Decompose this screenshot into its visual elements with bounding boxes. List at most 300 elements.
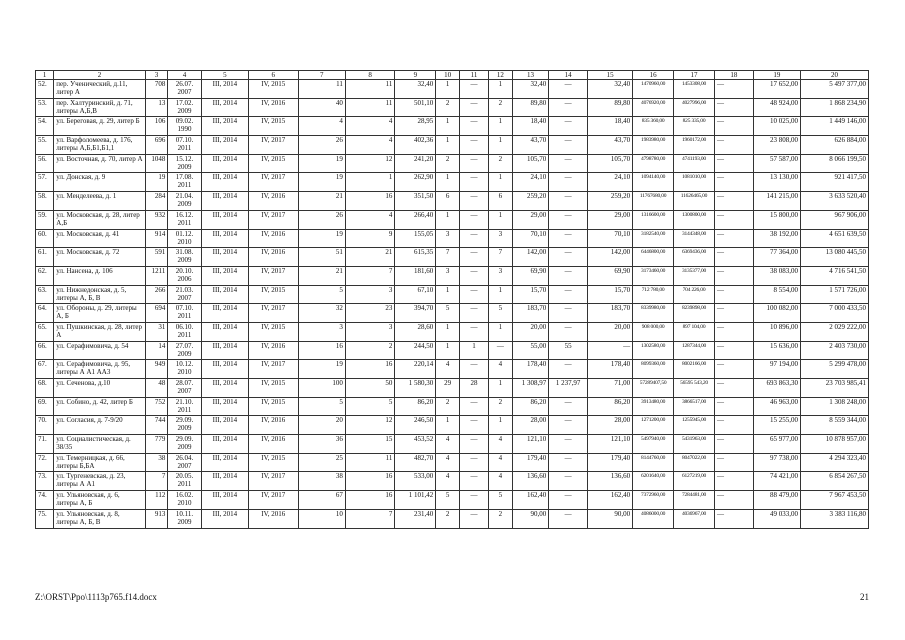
table-row — [36, 80, 869, 99]
table-cell: — — [549, 192, 588, 211]
table-cell: 19 — [298, 173, 345, 192]
table-cell: III, 2014 — [201, 285, 248, 304]
table-cell: 4 — [436, 435, 460, 454]
table-cell: 179,40 — [512, 453, 549, 472]
table-cell: 1 — [489, 136, 513, 155]
table-cell: 183,70 — [587, 304, 632, 323]
table-cell: 4 — [489, 472, 513, 491]
table-cell: 591 — [145, 248, 168, 267]
table-cell: 3913480,00 — [633, 397, 674, 416]
table-cell: III, 2014 — [201, 98, 248, 117]
table-cell: 2 403 730,00 — [801, 341, 869, 360]
table-cell: 141 215,00 — [753, 192, 800, 211]
row-number-cell: 54. — [36, 117, 54, 136]
table-cell: 16 — [298, 341, 345, 360]
table-cell: 2 — [489, 397, 513, 416]
table-row — [36, 322, 869, 341]
table-cell: — — [714, 154, 753, 173]
table-cell: 100 082,00 — [753, 304, 800, 323]
table-cell: 14 — [145, 341, 168, 360]
table-cell: 1983980,00 — [633, 136, 674, 155]
address-cell: ул. Восточная, д. 70, литер А — [54, 154, 145, 173]
table-cell: 2 029 222,00 — [801, 322, 869, 341]
table-cell: 15 — [345, 435, 395, 454]
table-cell: 4 — [436, 453, 460, 472]
table-cell: — — [459, 509, 488, 528]
table-cell: 835 360,00 — [633, 117, 674, 136]
table-cell: 06.10. 2011 — [168, 322, 201, 341]
table-cell: — — [549, 229, 588, 248]
column-header: 11 — [459, 71, 488, 80]
table-cell: 1 — [489, 379, 513, 398]
table-cell: — — [459, 173, 488, 192]
table-cell: III, 2014 — [201, 266, 248, 285]
table-row — [36, 154, 869, 173]
column-header: 9 — [395, 71, 436, 80]
table-cell: 43,70 — [512, 136, 549, 155]
table-cell: — — [549, 397, 588, 416]
table-cell: 28,60 — [395, 322, 436, 341]
address-cell: ул. Береговая, д. 29, литер Б — [54, 117, 145, 136]
table-cell: — — [714, 136, 753, 155]
table-cell: IV, 2015 — [249, 453, 299, 472]
table-cell: 908 000,00 — [633, 322, 674, 341]
table-cell: 1 — [436, 341, 460, 360]
address-cell: пер. Халтуринский, д. 71, литеры А,Б,В — [54, 98, 145, 117]
table-cell: III, 2014 — [201, 136, 248, 155]
table-cell: — — [549, 435, 588, 454]
table-cell: — — [549, 210, 588, 229]
table-cell: — — [549, 509, 588, 528]
column-header: 12 — [489, 71, 513, 80]
table-cell: 21.10. 2011 — [168, 397, 201, 416]
table-cell: 100 — [298, 379, 345, 398]
table-cell: 55 — [549, 341, 588, 360]
table-cell: 28,00 — [587, 416, 632, 435]
table-cell: IV, 2016 — [249, 248, 299, 267]
address-cell: ул. Нижнедонская, д. 5, литеры А, Б, В — [54, 285, 145, 304]
table-cell: — — [459, 491, 488, 510]
table-cell: 5497940,00 — [633, 435, 674, 454]
table-cell: 8047022,00 — [674, 453, 715, 472]
table-cell: 97 194,00 — [753, 360, 800, 379]
table-cell: 12 — [345, 416, 395, 435]
row-number-cell: 70. — [36, 416, 54, 435]
table-cell: 1255945,00 — [674, 416, 715, 435]
table-cell: 77 364,00 — [753, 248, 800, 267]
address-cell: ул. Московская, д. 72 — [54, 248, 145, 267]
table-cell: III, 2014 — [201, 472, 248, 491]
row-number-cell: 57. — [36, 173, 54, 192]
table-cell: 1 — [436, 173, 460, 192]
table-cell: 3182540,00 — [633, 229, 674, 248]
table-cell: 1 — [436, 416, 460, 435]
table-cell: 6446800,00 — [633, 248, 674, 267]
table-cell: 46 963,00 — [753, 397, 800, 416]
table-cell: — — [587, 341, 632, 360]
table-cell: 19 — [298, 229, 345, 248]
table-cell: 3 — [345, 285, 395, 304]
table-cell: 1 — [436, 322, 460, 341]
table-row — [36, 304, 869, 323]
table-row — [36, 98, 869, 117]
table-cell: 8239898,00 — [674, 304, 715, 323]
table-cell: 178,40 — [587, 360, 632, 379]
table-cell: 5 — [436, 491, 460, 510]
table-cell: IV, 2015 — [249, 117, 299, 136]
table-cell: 142,00 — [587, 248, 632, 267]
address-cell: ул. Социалистическая, д. 38/35 — [54, 435, 145, 454]
table-cell: 779 — [145, 435, 168, 454]
table-cell: 3 — [489, 229, 513, 248]
table-cell: 29,00 — [512, 210, 549, 229]
row-number-cell: 73. — [36, 472, 54, 491]
table-cell: 3 — [436, 229, 460, 248]
table-cell: 28,95 — [395, 117, 436, 136]
table-cell: 12 — [345, 154, 395, 173]
table-cell: 57289407,50 — [633, 379, 674, 398]
table-row — [36, 416, 869, 435]
table-cell: III, 2014 — [201, 341, 248, 360]
table-cell: 6201640,00 — [633, 472, 674, 491]
table-cell: 8144760,00 — [633, 453, 674, 472]
table-cell: 2 — [436, 154, 460, 173]
table-cell: — — [714, 229, 753, 248]
table-row — [36, 379, 869, 398]
table-cell: 1 — [489, 210, 513, 229]
table-cell: III, 2014 — [201, 416, 248, 435]
table-cell: 21 — [298, 192, 345, 211]
table-cell: 5 497 377,00 — [801, 80, 869, 99]
table-cell: — — [459, 248, 488, 267]
row-number-cell: 74. — [36, 491, 54, 510]
column-header: 4 — [168, 71, 201, 80]
table-cell: 266 — [145, 285, 168, 304]
table-cell: 74 421,00 — [753, 472, 800, 491]
header-row — [36, 71, 869, 80]
table-cell: 40 — [298, 98, 345, 117]
table-cell: 15 636,00 — [753, 341, 800, 360]
table-row — [36, 173, 869, 192]
table-cell: 4 — [345, 210, 395, 229]
column-header: 7 — [298, 71, 345, 80]
column-header: 10 — [436, 71, 460, 80]
table-cell: IV, 2017 — [249, 304, 299, 323]
column-header: 1 — [36, 71, 54, 80]
table-cell: 8339980,00 — [633, 304, 674, 323]
table-cell: 21 — [298, 266, 345, 285]
table-cell: 5 299 478,00 — [801, 360, 869, 379]
table-cell: 1 — [489, 173, 513, 192]
address-cell: ул. Тургеневская, д. 23, литеры А А1 — [54, 472, 145, 491]
table-cell: 20,00 — [587, 322, 632, 341]
table-cell: 6369436,00 — [674, 248, 715, 267]
table-cell: 15.12. 2009 — [168, 154, 201, 173]
table-cell: 6127219,00 — [674, 472, 715, 491]
table-cell: IV, 2016 — [249, 192, 299, 211]
table-cell: 1 — [489, 117, 513, 136]
address-cell: ул. Московская, д. 28, литер А,Б — [54, 210, 145, 229]
table-cell: 967 906,00 — [801, 210, 869, 229]
table-cell: — — [459, 322, 488, 341]
table-cell: 3173460,00 — [633, 266, 674, 285]
table-row — [36, 472, 869, 491]
table-cell: 626 884,00 — [801, 136, 869, 155]
table-cell: 4027996,00 — [674, 98, 715, 117]
table-cell: — — [549, 117, 588, 136]
table-cell: 744 — [145, 416, 168, 435]
table-cell: 3 — [298, 322, 345, 341]
table-cell: 259,20 — [587, 192, 632, 211]
table-cell: 7 — [436, 248, 460, 267]
table-cell: 6 854 267,50 — [801, 472, 869, 491]
table-cell: 67,10 — [395, 285, 436, 304]
table-cell: 23 703 985,41 — [801, 379, 869, 398]
table-cell: IV, 2015 — [249, 285, 299, 304]
table-cell: 70,10 — [512, 229, 549, 248]
table-row — [36, 397, 869, 416]
table-cell: — — [549, 285, 588, 304]
table-cell: 24,10 — [512, 173, 549, 192]
address-cell: ул. Серафимовича, д. 95, литеры А А1 АА3 — [54, 360, 145, 379]
table-row — [36, 192, 869, 211]
row-number-cell: 66. — [36, 341, 54, 360]
column-header: 18 — [714, 71, 753, 80]
table-cell: 13 — [145, 98, 168, 117]
table-cell: IV, 2015 — [249, 379, 299, 398]
table-cell: IV, 2016 — [249, 98, 299, 117]
table-cell: 693 863,30 — [753, 379, 800, 398]
address-cell: пер. Ученический, д.11, литер А — [54, 80, 145, 99]
table-cell: 17 652,00 — [753, 80, 800, 99]
table-cell: 181,60 — [395, 266, 436, 285]
table-cell: — — [549, 248, 588, 267]
table-cell: 8 559 344,00 — [801, 416, 869, 435]
table-cell: — — [549, 416, 588, 435]
table-cell: — — [459, 136, 488, 155]
table-row — [36, 453, 869, 472]
table-cell: 1 — [459, 341, 488, 360]
table-cell: 1094140,00 — [633, 173, 674, 192]
table-cell: 32 — [298, 304, 345, 323]
column-header: 8 — [345, 71, 395, 80]
table-cell: III, 2014 — [201, 435, 248, 454]
table-cell: 29.09. 2009 — [168, 416, 201, 435]
table-cell: 1 571 726,00 — [801, 285, 869, 304]
table-cell: 20 — [298, 416, 345, 435]
table-row — [36, 248, 869, 267]
column-header: 16 — [633, 71, 674, 80]
table-cell: 2 — [489, 98, 513, 117]
table-cell: 90,00 — [587, 509, 632, 528]
table-cell: 3144348,00 — [674, 229, 715, 248]
table-cell: 16 — [345, 360, 395, 379]
table-cell: — — [714, 509, 753, 528]
table-cell: 1 449 146,00 — [801, 117, 869, 136]
table-cell: 4 — [436, 472, 460, 491]
table-cell: 9 — [345, 229, 395, 248]
table-cell: 183,70 — [512, 304, 549, 323]
table-cell: — — [714, 98, 753, 117]
table-cell: — — [714, 266, 753, 285]
row-number-cell: 64. — [36, 304, 54, 323]
table-cell: 07.10. 2011 — [168, 136, 201, 155]
table-cell: 142,00 — [512, 248, 549, 267]
table-cell: 19 — [298, 154, 345, 173]
table-cell: 179,40 — [587, 453, 632, 472]
address-cell: ул. Сеченова, д.10 — [54, 379, 145, 398]
table-cell: 3 — [489, 266, 513, 285]
table-cell: 29.09. 2009 — [168, 435, 201, 454]
table-cell: — — [459, 98, 488, 117]
table-cell: IV, 2015 — [249, 154, 299, 173]
table-cell: 4 651 639,50 — [801, 229, 869, 248]
table-cell: 29,00 — [587, 210, 632, 229]
table-body — [36, 80, 869, 529]
table-cell: 231,40 — [395, 509, 436, 528]
row-number-cell: 62. — [36, 266, 54, 285]
table-cell: 178,40 — [512, 360, 549, 379]
table-cell: 712 780,00 — [633, 285, 674, 304]
table-cell: III, 2014 — [201, 453, 248, 472]
table-cell: 4076920,00 — [633, 98, 674, 117]
table-cell: — — [549, 173, 588, 192]
table-cell: 752 — [145, 397, 168, 416]
table-cell: 7372960,00 — [633, 491, 674, 510]
table-cell: IV, 2016 — [249, 509, 299, 528]
table-cell: 8 554,00 — [753, 285, 800, 304]
table-cell: 7 — [145, 472, 168, 491]
table-cell: 16 — [345, 491, 395, 510]
column-header: 3 — [145, 71, 168, 80]
table-cell: 1 580,30 — [395, 379, 436, 398]
table-cell: — — [459, 304, 488, 323]
table-cell: 86,20 — [587, 397, 632, 416]
table-cell: 1 308,97 — [512, 379, 549, 398]
table-cell: — — [714, 80, 753, 99]
table-cell: 913 — [145, 509, 168, 528]
table-cell: 13 080 445,50 — [801, 248, 869, 267]
table-cell: 13 130,00 — [753, 173, 800, 192]
table-cell: 5431963,00 — [674, 435, 715, 454]
table-cell: 121,10 — [512, 435, 549, 454]
row-number-cell: 67. — [36, 360, 54, 379]
table-cell: 921 417,50 — [801, 173, 869, 192]
address-cell: ул. Собино, д. 42, литер Б — [54, 397, 145, 416]
table-cell: 11626465,00 — [674, 192, 715, 211]
table-cell: 16.02. 2010 — [168, 491, 201, 510]
table-cell: 10 896,00 — [753, 322, 800, 341]
address-cell: ул. Московская, д. 41 — [54, 229, 145, 248]
table-cell: 11 — [345, 80, 395, 99]
table-cell: III, 2014 — [201, 248, 248, 267]
table-cell: — — [714, 491, 753, 510]
table-cell: 2 — [489, 154, 513, 173]
table-cell: 1081010,00 — [674, 173, 715, 192]
table-cell: 69,90 — [587, 266, 632, 285]
table-cell: 16 — [345, 192, 395, 211]
table-cell: 28,00 — [512, 416, 549, 435]
table-cell: IV, 2015 — [249, 397, 299, 416]
table-cell: 1453308,00 — [674, 80, 715, 99]
table-cell: 1 — [436, 210, 460, 229]
table-cell: 121,10 — [587, 435, 632, 454]
table-cell: — — [549, 266, 588, 285]
column-header: 14 — [549, 71, 588, 80]
table-cell: 4 — [345, 117, 395, 136]
table-cell: 5 — [345, 397, 395, 416]
table-cell: 11 — [345, 98, 395, 117]
table-cell: 21 — [345, 248, 395, 267]
table-cell: — — [459, 435, 488, 454]
table-cell: 32,40 — [587, 80, 632, 99]
table-cell: 38 083,00 — [753, 266, 800, 285]
table-cell: — — [714, 453, 753, 472]
table-cell: IV, 2016 — [249, 435, 299, 454]
table-cell: 69,90 — [512, 266, 549, 285]
table-cell: — — [549, 304, 588, 323]
table-cell: 5 — [436, 304, 460, 323]
table-cell: III, 2014 — [201, 154, 248, 173]
table-cell: — — [459, 453, 488, 472]
table-row — [36, 509, 869, 528]
table-cell: 4086000,00 — [633, 509, 674, 528]
table-cell: III, 2014 — [201, 379, 248, 398]
table-cell: 4 — [489, 435, 513, 454]
address-cell: ул. Согласия, д. 7-9/20 — [54, 416, 145, 435]
table-cell: 71,00 — [587, 379, 632, 398]
table-cell: 43,70 — [587, 136, 632, 155]
table-cell: 15,70 — [512, 285, 549, 304]
table-cell: 49 033,00 — [753, 509, 800, 528]
row-number-cell: 60. — [36, 229, 54, 248]
table-cell: 615,35 — [395, 248, 436, 267]
table-cell: — — [714, 285, 753, 304]
table-cell: III, 2014 — [201, 229, 248, 248]
table-cell: 10.12. 2010 — [168, 360, 201, 379]
table-cell: 1 — [436, 80, 460, 99]
table-cell: — — [459, 229, 488, 248]
address-cell: ул. Нансена, д. 106 — [54, 266, 145, 285]
table-cell: 5 — [489, 491, 513, 510]
table-cell: 241,20 — [395, 154, 436, 173]
table-cell: — — [549, 360, 588, 379]
address-cell: ул. Серафимовича, д. 54 — [54, 341, 145, 360]
row-number-cell: 55. — [36, 136, 54, 155]
table-cell: 284 — [145, 192, 168, 211]
row-number-cell: 61. — [36, 248, 54, 267]
table-cell: 136,60 — [512, 472, 549, 491]
table-cell: 4798780,00 — [633, 154, 674, 173]
table-cell: 105,70 — [587, 154, 632, 173]
address-cell: ул. Донская, д. 9 — [54, 173, 145, 192]
table-cell: 453,52 — [395, 435, 436, 454]
table-cell: 1470960,00 — [633, 80, 674, 99]
table-cell: 246,50 — [395, 416, 436, 435]
table-cell: 914 — [145, 229, 168, 248]
row-number-cell: 52. — [36, 80, 54, 99]
table-cell: — — [459, 210, 488, 229]
table-cell: 70,10 — [587, 229, 632, 248]
table-cell: 7284481,00 — [674, 491, 715, 510]
table-cell: 56595 543,20 — [674, 379, 715, 398]
table-cell: 402,36 — [395, 136, 436, 155]
table-cell: 07.10. 2011 — [168, 304, 201, 323]
table-cell: IV, 2017 — [249, 472, 299, 491]
table-cell: 38 192,00 — [753, 229, 800, 248]
footer-page-number: 21 — [860, 592, 869, 602]
table-cell: IV, 2017 — [249, 173, 299, 192]
